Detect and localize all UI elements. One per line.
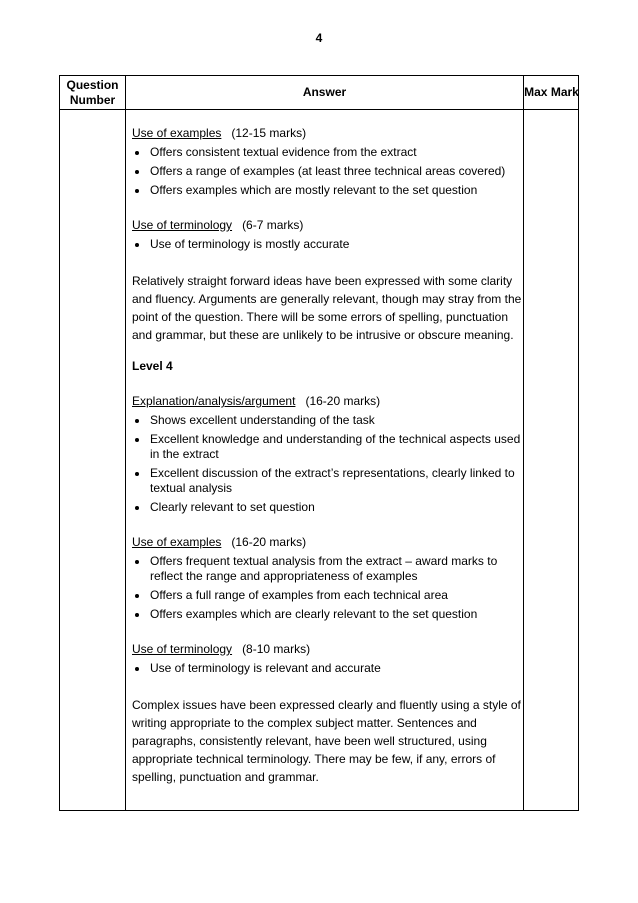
bullet-list <box>132 237 522 252</box>
list-item: Offers examples which are mostly relevant to the set question <box>132 183 522 198</box>
section-heading: Use of examples (12-15 marks) <box>132 126 307 140</box>
list-item: Clearly relevant to set question <box>132 500 522 515</box>
column-divider <box>523 76 524 810</box>
level-summary: Relatively straight forward ideas have been expressed with some clarity and fluency. Arguments are generally relevant, though may stray from the point of the question. There will be some errors of spelling, punctuation and grammar, but these are unlikely to be intrusive or obscure meaning. <box>132 274 522 342</box>
list-item: Excellent discussion of the extract’s representations, clearly linked to textual analysis <box>132 466 522 496</box>
max-mark-header: Max Mark <box>524 85 579 99</box>
section-heading: Explanation/analysis/argument (16-20 marks) <box>132 394 381 408</box>
bullet-list <box>132 661 522 676</box>
list-item: Use of terminology is relevant and accurate <box>132 661 522 676</box>
list-item: Use of terminology is mostly accurate <box>132 237 522 252</box>
level-summary: Complex issues have been expressed clearly and fluently using a style of writing appropriate to the complex subject matter. Sentences and paragraphs, consistently relevant, have been well structured, using appropriate technical terminology. There may be few, if any, errors of spelling, punctuation and grammar. <box>132 698 521 784</box>
section-heading: Use of examples (16-20 marks) <box>132 535 307 549</box>
header-divider <box>60 109 578 110</box>
answer-header: Answer <box>302 85 347 99</box>
list-item: Offers a range of examples (at least three technical areas covered) <box>132 164 522 179</box>
bullet-list <box>132 413 522 515</box>
column-divider <box>125 76 126 810</box>
section-heading: Use of terminology (6-7 marks) <box>132 218 304 232</box>
bullet-list <box>132 554 522 622</box>
list-item: Shows excellent understanding of the task <box>132 413 522 428</box>
bullet-list <box>132 145 522 198</box>
list-item: Offers a full range of examples from each technical area <box>132 588 522 603</box>
mark-scheme-table <box>59 75 579 811</box>
level-heading: Level 4 <box>132 359 173 373</box>
list-item: Offers frequent textual analysis from the extract – award marks to reflect the range and appropriateness of examples <box>132 554 522 584</box>
question-number-header: Question Number <box>66 77 119 107</box>
answer-cell <box>132 126 522 786</box>
list-item: Excellent knowledge and understanding of the technical aspects used in the extract <box>132 432 522 462</box>
section-heading: Use of terminology (8-10 marks) <box>132 642 311 656</box>
list-item: Offers examples which are clearly relevant to the set question <box>132 607 522 622</box>
page-number: 4 <box>315 31 323 45</box>
list-item: Offers consistent textual evidence from the extract <box>132 145 522 160</box>
